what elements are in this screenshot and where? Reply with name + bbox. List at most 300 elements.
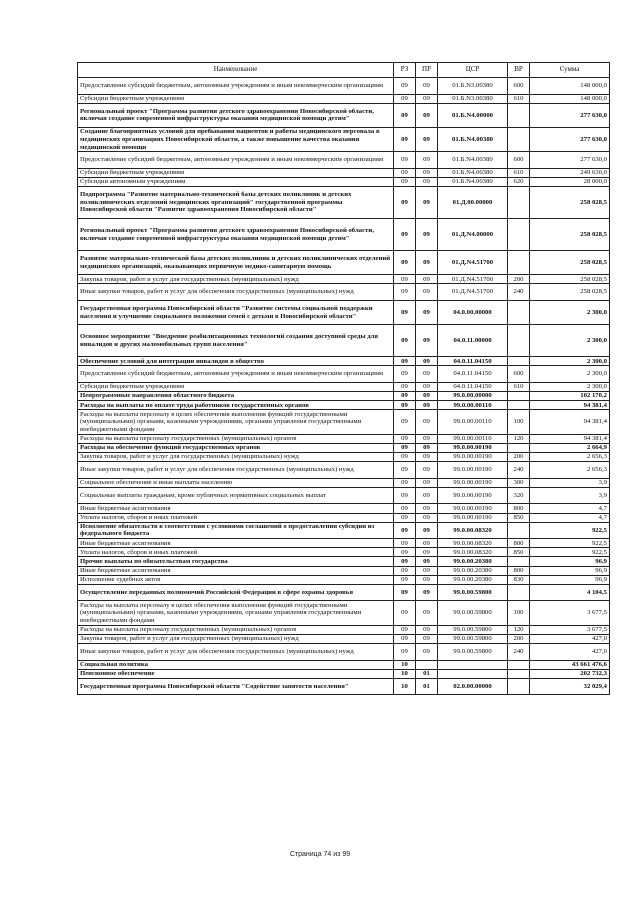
cell-name: Субсидии автономным учреждениям xyxy=(78,178,394,187)
table-header-row xyxy=(78,63,610,78)
header-sum: Сумма xyxy=(530,63,610,78)
cell-name: Расходы на выплаты по оплате труда работников государственных органов xyxy=(78,401,394,410)
cell-csr: 01.Б.N4.00380 xyxy=(438,152,508,169)
cell-pr xyxy=(416,660,438,669)
table-row xyxy=(78,401,610,410)
cell-rz: 09 xyxy=(394,251,416,275)
cell-pr: 09 xyxy=(416,504,438,513)
table-row xyxy=(78,660,610,669)
cell-csr: 02.0.00.00000 xyxy=(438,678,508,695)
cell-sum: 94 381,4 xyxy=(530,410,610,434)
cell-vr xyxy=(508,219,530,251)
table-row xyxy=(78,669,610,678)
table-row xyxy=(78,461,610,478)
cell-sum: 277 630,0 xyxy=(530,103,610,127)
cell-rz: 09 xyxy=(394,487,416,504)
cell-vr: 240 xyxy=(508,284,530,301)
cell-sum: 148 000,0 xyxy=(530,94,610,103)
cell-rz: 09 xyxy=(394,187,416,219)
cell-name: Закупка товаров, работ и услуг для государственных (муниципальных) нужд xyxy=(78,452,394,461)
cell-sum: 427,0 xyxy=(530,634,610,643)
cell-vr: 610 xyxy=(508,169,530,178)
cell-name: Непрограммные направления областного бюджета xyxy=(78,392,394,401)
cell-csr: 01.Б.N4.00380 xyxy=(438,178,508,187)
cell-vr: 300 xyxy=(508,478,530,487)
cell-csr: 01.Б.N3.00380 xyxy=(438,78,508,95)
cell-sum: 32 029,4 xyxy=(530,678,610,695)
cell-rz: 09 xyxy=(394,103,416,127)
cell-name: Региональный проект "Программа развития детского здравоохранения Новосибирской области, включая создание современной инфраструктуры оказания медицинской помощи детям" xyxy=(78,219,394,251)
cell-name: Подпрограмма "Развитие материально-технической базы детских поликлиник и детских поликлинических отделений медицинских организаций" государственной программы Новосибирской области "Развитие здравоохранения Новосибирской области" xyxy=(78,187,394,219)
cell-rz: 09 xyxy=(394,169,416,178)
cell-pr: 09 xyxy=(416,357,438,366)
budget-table xyxy=(77,62,610,695)
cell-vr: 100 xyxy=(508,410,530,434)
page-number: Страница 74 из 99 xyxy=(289,851,351,858)
cell-pr: 09 xyxy=(416,284,438,301)
cell-csr: 01.Б.N4.00380 xyxy=(438,128,508,152)
cell-name: Региональный проект "Программа развития детского здравоохранения Новосибирской области, включая создание современной инфраструктуры оказания медицинской помощи детям" xyxy=(78,103,394,127)
cell-name: Создание благоприятных условий для пребывания пациентов и работы медицинского персонала в медицинских организациях Новосибирской области, а также повышение качества оказания медицинской помощи xyxy=(78,128,394,152)
cell-sum: 2 300,0 xyxy=(530,383,610,392)
cell-vr xyxy=(508,443,530,452)
table-row xyxy=(78,575,610,584)
cell-sum: 258 028,5 xyxy=(530,187,610,219)
cell-rz: 09 xyxy=(394,383,416,392)
header-vr: ВР xyxy=(508,63,530,78)
cell-vr: 610 xyxy=(508,94,530,103)
cell-rz: 09 xyxy=(394,392,416,401)
cell-vr: 850 xyxy=(508,548,530,557)
cell-rz: 09 xyxy=(394,152,416,169)
cell-vr: 600 xyxy=(508,78,530,95)
cell-vr xyxy=(508,128,530,152)
cell-rz: 09 xyxy=(394,643,416,660)
cell-rz: 09 xyxy=(394,557,416,566)
cell-rz: 09 xyxy=(394,301,416,325)
cell-csr: 01.Б.N4.00000 xyxy=(438,103,508,127)
cell-csr: 99.0.00.20380 xyxy=(438,575,508,584)
cell-csr: 99.0.00.00190 xyxy=(438,443,508,452)
table-row xyxy=(78,187,610,219)
cell-csr: 99.0.00.00110 xyxy=(438,434,508,443)
cell-vr: 800 xyxy=(508,566,530,575)
cell-sum: 4,7 xyxy=(530,504,610,513)
cell-rz: 09 xyxy=(394,634,416,643)
cell-name: Иные бюджетные ассигнования xyxy=(78,539,394,548)
cell-vr: 240 xyxy=(508,461,530,478)
cell-csr xyxy=(438,660,508,669)
cell-sum: 2 300,0 xyxy=(530,366,610,383)
cell-vr xyxy=(508,103,530,127)
cell-pr: 09 xyxy=(416,187,438,219)
cell-pr: 09 xyxy=(416,383,438,392)
cell-vr: 610 xyxy=(508,383,530,392)
cell-csr: 99.0.00.00110 xyxy=(438,410,508,434)
cell-name: Иные бюджетные ассигнования xyxy=(78,504,394,513)
cell-name: Развитие материально-технической базы детских поликлиник и детских поликлинических отделений медицинских организаций, оказывающих первичную медико-санитарную помощь xyxy=(78,251,394,275)
cell-rz: 09 xyxy=(394,357,416,366)
cell-csr: 99.0.00.59800 xyxy=(438,584,508,601)
cell-csr: 04.0.11.04150 xyxy=(438,383,508,392)
table-row xyxy=(78,366,610,383)
cell-csr: 99.0.00.08320 xyxy=(438,522,508,539)
cell-pr: 09 xyxy=(416,452,438,461)
cell-pr: 09 xyxy=(416,366,438,383)
cell-pr: 09 xyxy=(416,548,438,557)
cell-name: Обеспечение условий для интеграции инвалидов в общество xyxy=(78,357,394,366)
cell-rz: 09 xyxy=(394,410,416,434)
cell-sum: 922,5 xyxy=(530,522,610,539)
cell-pr: 09 xyxy=(416,401,438,410)
cell-sum: 102 170,2 xyxy=(530,392,610,401)
cell-sum: 3,9 xyxy=(530,487,610,504)
cell-rz: 09 xyxy=(394,478,416,487)
cell-pr: 09 xyxy=(416,103,438,127)
cell-csr: 99.0.00.00190 xyxy=(438,452,508,461)
header-name: Наименование xyxy=(78,63,394,78)
cell-vr: 100 xyxy=(508,601,530,625)
header-csr: ЦСР xyxy=(438,63,508,78)
cell-sum: 2 656,3 xyxy=(530,452,610,461)
cell-rz: 09 xyxy=(394,325,416,357)
cell-pr: 09 xyxy=(416,443,438,452)
cell-vr: 620 xyxy=(508,178,530,187)
cell-name: Расходы на выплаты персоналу государственных (муниципальных) органов xyxy=(78,434,394,443)
cell-pr: 09 xyxy=(416,625,438,634)
table-row xyxy=(78,601,610,625)
table-row xyxy=(78,94,610,103)
cell-rz: 09 xyxy=(394,452,416,461)
cell-name: Уплата налогов, сборов и иных платежей xyxy=(78,548,394,557)
cell-name: Расходы на выплаты персоналу в целях обеспечения выполнения функций государственными (муниципальными) органами, казенными учреждениями, органами управления государственными внебюджетными фондами xyxy=(78,601,394,625)
cell-vr xyxy=(508,325,530,357)
cell-vr xyxy=(508,669,530,678)
cell-rz: 09 xyxy=(394,601,416,625)
cell-name: Закупка товаров, работ и услуг для государственных (муниципальных) нужд xyxy=(78,275,394,284)
table-body xyxy=(78,78,610,695)
table-row xyxy=(78,152,610,169)
cell-csr: 99.0.00.20380 xyxy=(438,566,508,575)
cell-pr: 09 xyxy=(416,643,438,660)
cell-name: Иные закупки товаров, работ и услуг для обеспечения государственных (муниципальных) нужд xyxy=(78,461,394,478)
table-row xyxy=(78,169,610,178)
cell-name: Закупка товаров, работ и услуг для государственных (муниципальных) нужд xyxy=(78,634,394,643)
cell-pr: 09 xyxy=(416,219,438,251)
cell-csr: 01.Б.N3.00380 xyxy=(438,94,508,103)
cell-rz: 09 xyxy=(394,584,416,601)
table-row xyxy=(78,78,610,95)
cell-sum: 2 300,0 xyxy=(530,325,610,357)
cell-csr: 01.Д.00.00000 xyxy=(438,187,508,219)
cell-csr: 99.0.00.00190 xyxy=(438,504,508,513)
cell-name: Пенсионное обеспечение xyxy=(78,669,394,678)
cell-rz: 09 xyxy=(394,575,416,584)
cell-sum: 3 677,5 xyxy=(530,625,610,634)
cell-csr: 04.0.11.00000 xyxy=(438,325,508,357)
cell-sum: 148 000,0 xyxy=(530,78,610,95)
cell-vr: 240 xyxy=(508,643,530,660)
header-pr: ПР xyxy=(416,63,438,78)
cell-rz: 09 xyxy=(394,522,416,539)
table-row xyxy=(78,357,610,366)
cell-sum: 258 028,5 xyxy=(530,284,610,301)
cell-sum: 922,5 xyxy=(530,539,610,548)
cell-sum: 3 677,5 xyxy=(530,601,610,625)
cell-pr: 09 xyxy=(416,251,438,275)
cell-sum: 277 630,0 xyxy=(530,152,610,169)
cell-vr xyxy=(508,357,530,366)
cell-name: Субсидии бюджетным учреждениям xyxy=(78,383,394,392)
cell-name: Предоставление субсидий бюджетным, автономным учреждениям и иным некоммерческим организациям xyxy=(78,366,394,383)
cell-pr: 09 xyxy=(416,275,438,284)
cell-sum: 94 381,4 xyxy=(530,401,610,410)
cell-name: Иные закупки товаров, работ и услуг для обеспечения государственных (муниципальных) нужд xyxy=(78,643,394,660)
cell-csr: 99.0.00.00190 xyxy=(438,478,508,487)
table-row xyxy=(78,443,610,452)
table-row xyxy=(78,284,610,301)
table-row xyxy=(78,678,610,695)
cell-csr: 99.0.00.08320 xyxy=(438,539,508,548)
cell-rz: 09 xyxy=(394,128,416,152)
table-row xyxy=(78,452,610,461)
cell-rz: 09 xyxy=(394,434,416,443)
cell-rz: 09 xyxy=(394,548,416,557)
cell-rz: 09 xyxy=(394,275,416,284)
table-row xyxy=(78,539,610,548)
table-row xyxy=(78,301,610,325)
cell-name: Социальные выплаты гражданам, кроме публичных нормативных социальных выплат xyxy=(78,487,394,504)
cell-sum: 258 028,5 xyxy=(530,219,610,251)
table-row xyxy=(78,584,610,601)
cell-vr: 600 xyxy=(508,152,530,169)
cell-vr: 200 xyxy=(508,275,530,284)
cell-rz: 10 xyxy=(394,669,416,678)
cell-rz: 09 xyxy=(394,461,416,478)
cell-pr: 09 xyxy=(416,539,438,548)
table-row xyxy=(78,548,610,557)
cell-csr: 01.Б.N4.00380 xyxy=(438,169,508,178)
table-row xyxy=(78,566,610,575)
cell-vr: 200 xyxy=(508,452,530,461)
cell-rz: 09 xyxy=(394,219,416,251)
cell-pr: 09 xyxy=(416,601,438,625)
cell-rz: 09 xyxy=(394,625,416,634)
cell-sum: 3,9 xyxy=(530,478,610,487)
cell-csr: 99.0.00.59800 xyxy=(438,601,508,625)
cell-sum: 43 661 476,6 xyxy=(530,660,610,669)
cell-csr: 99.0.00.20380 xyxy=(438,557,508,566)
table-row xyxy=(78,634,610,643)
table-row xyxy=(78,410,610,434)
table-row xyxy=(78,522,610,539)
cell-vr xyxy=(508,584,530,601)
cell-csr: 04.0.00.00000 xyxy=(438,301,508,325)
cell-rz: 09 xyxy=(394,539,416,548)
table-row xyxy=(78,275,610,284)
cell-csr: 99.0.00.59800 xyxy=(438,634,508,643)
cell-name: Предоставление субсидий бюджетным, автономным учреждениям и иным некоммерческим организациям xyxy=(78,152,394,169)
cell-csr: 99.0.00.00110 xyxy=(438,401,508,410)
cell-name: Исполнение обязательств в соответствии с условиями соглашений о предоставлении субсидии из федерального бюджета xyxy=(78,522,394,539)
cell-sum: 4 104,5 xyxy=(530,584,610,601)
cell-sum: 2 300,0 xyxy=(530,357,610,366)
cell-csr: 99.0.00.59800 xyxy=(438,625,508,634)
table-row xyxy=(78,434,610,443)
cell-csr: 99.0.00.08320 xyxy=(438,548,508,557)
cell-csr: 04.0.11.04150 xyxy=(438,357,508,366)
cell-vr xyxy=(508,678,530,695)
cell-sum: 96,9 xyxy=(530,566,610,575)
table-row xyxy=(78,513,610,522)
cell-rz: 09 xyxy=(394,566,416,575)
cell-sum: 249 630,0 xyxy=(530,169,610,178)
cell-rz: 09 xyxy=(394,178,416,187)
cell-sum: 277 630,0 xyxy=(530,128,610,152)
cell-name: Государственная программа Новосибирской области "Содействие занятости населения" xyxy=(78,678,394,695)
cell-csr: 99.0.00.00000 xyxy=(438,392,508,401)
cell-name: Осуществление переданных полномочий Российской Федерации в сфере охраны здоровья xyxy=(78,584,394,601)
cell-csr: 99.0.00.00190 xyxy=(438,461,508,478)
table-row xyxy=(78,392,610,401)
table-row xyxy=(78,178,610,187)
cell-sum: 2 300,0 xyxy=(530,301,610,325)
cell-vr xyxy=(508,301,530,325)
cell-sum: 28 000,0 xyxy=(530,178,610,187)
cell-vr xyxy=(508,522,530,539)
cell-name: Прочие выплаты по обязательствам государства xyxy=(78,557,394,566)
cell-rz: 09 xyxy=(394,366,416,383)
cell-pr: 09 xyxy=(416,575,438,584)
cell-name: Социальное обеспечение и иные выплаты населению xyxy=(78,478,394,487)
cell-sum: 4,7 xyxy=(530,513,610,522)
cell-rz: 09 xyxy=(394,504,416,513)
cell-rz: 09 xyxy=(394,284,416,301)
cell-vr xyxy=(508,187,530,219)
table-row xyxy=(78,383,610,392)
cell-pr: 09 xyxy=(416,557,438,566)
cell-rz: 09 xyxy=(394,94,416,103)
cell-pr: 09 xyxy=(416,78,438,95)
cell-vr xyxy=(508,251,530,275)
cell-pr: 09 xyxy=(416,301,438,325)
cell-pr: 09 xyxy=(416,178,438,187)
cell-csr: 99.0.00.00190 xyxy=(438,487,508,504)
cell-vr: 850 xyxy=(508,513,530,522)
cell-pr: 09 xyxy=(416,478,438,487)
cell-pr: 09 xyxy=(416,325,438,357)
cell-rz: 09 xyxy=(394,401,416,410)
cell-csr: 99.0.00.59800 xyxy=(438,643,508,660)
cell-sum: 202 732,3 xyxy=(530,669,610,678)
cell-pr: 09 xyxy=(416,169,438,178)
cell-name: Основное мероприятие "Внедрение реабилитационных технологий создания доступной среды для инвалидов и других маломобильных групп населения" xyxy=(78,325,394,357)
table-row xyxy=(78,325,610,357)
cell-name: Исполнение судебных актов xyxy=(78,575,394,584)
cell-pr: 09 xyxy=(416,392,438,401)
cell-vr: 800 xyxy=(508,539,530,548)
cell-vr: 200 xyxy=(508,634,530,643)
cell-rz: 09 xyxy=(394,513,416,522)
header-rz: РЗ xyxy=(394,63,416,78)
cell-vr xyxy=(508,557,530,566)
cell-vr: 600 xyxy=(508,366,530,383)
table-row xyxy=(78,557,610,566)
cell-name: Предоставление субсидий бюджетным, автономным учреждениям и иным некоммерческим организациям xyxy=(78,78,394,95)
cell-pr: 09 xyxy=(416,128,438,152)
cell-csr: 01.Д.N4.51700 xyxy=(438,284,508,301)
cell-sum: 2 664,9 xyxy=(530,443,610,452)
table-row xyxy=(78,643,610,660)
cell-pr: 09 xyxy=(416,513,438,522)
cell-sum: 96,9 xyxy=(530,575,610,584)
table-row xyxy=(78,103,610,127)
cell-sum: 94 381,4 xyxy=(530,434,610,443)
cell-rz: 10 xyxy=(394,660,416,669)
cell-name: Уплата налогов, сборов и иных платежей xyxy=(78,513,394,522)
cell-pr: 09 xyxy=(416,461,438,478)
cell-name: Расходы на обеспечение функций государственных органов xyxy=(78,443,394,452)
table-row xyxy=(78,251,610,275)
cell-rz: 09 xyxy=(394,78,416,95)
cell-sum: 427,0 xyxy=(530,643,610,660)
table-row xyxy=(78,219,610,251)
cell-csr: 99.0.00.00190 xyxy=(438,513,508,522)
cell-vr xyxy=(508,392,530,401)
cell-vr xyxy=(508,401,530,410)
cell-name: Социальная политика xyxy=(78,660,394,669)
cell-vr xyxy=(508,660,530,669)
table-row xyxy=(78,625,610,634)
cell-name: Субсидии бюджетным учреждениям xyxy=(78,169,394,178)
cell-vr: 320 xyxy=(508,487,530,504)
cell-pr: 09 xyxy=(416,94,438,103)
table-row xyxy=(78,487,610,504)
cell-csr xyxy=(438,669,508,678)
cell-pr: 09 xyxy=(416,434,438,443)
cell-pr: 01 xyxy=(416,669,438,678)
cell-name: Иные бюджетные ассигнования xyxy=(78,566,394,575)
cell-sum: 96,9 xyxy=(530,557,610,566)
cell-name: Расходы на выплаты персоналу в целях обеспечения выполнения функций государственными (муниципальными) органами, казенными учреждениями, органами управления государственными внебюджетными фондами xyxy=(78,410,394,434)
cell-vr: 120 xyxy=(508,434,530,443)
cell-pr: 01 xyxy=(416,678,438,695)
cell-name: Иные закупки товаров, работ и услуг для обеспечения государственных (муниципальных) нужд xyxy=(78,284,394,301)
cell-name: Расходы на выплаты персоналу государственных (муниципальных) органов xyxy=(78,625,394,634)
table-row xyxy=(78,478,610,487)
cell-name: Государственная программа Новосибирской области "Развитие системы социальной поддержки населения и улучшение социального положения семей с детьми в Новосибирской области" xyxy=(78,301,394,325)
cell-sum: 258 028,5 xyxy=(530,251,610,275)
table-row xyxy=(78,128,610,152)
cell-vr: 830 xyxy=(508,575,530,584)
cell-pr: 09 xyxy=(416,584,438,601)
cell-rz: 10 xyxy=(394,678,416,695)
cell-pr: 09 xyxy=(416,487,438,504)
cell-vr: 800 xyxy=(508,504,530,513)
cell-pr: 09 xyxy=(416,152,438,169)
cell-pr: 09 xyxy=(416,410,438,434)
cell-csr: 01.Д.N4.51700 xyxy=(438,275,508,284)
cell-csr: 01.Д.N4.00000 xyxy=(438,219,508,251)
cell-pr: 09 xyxy=(416,566,438,575)
cell-name: Субсидии бюджетным учреждениям xyxy=(78,94,394,103)
cell-vr: 120 xyxy=(508,625,530,634)
cell-sum: 922,5 xyxy=(530,548,610,557)
cell-sum: 258 028,5 xyxy=(530,275,610,284)
cell-csr: 04.0.11.04150 xyxy=(438,366,508,383)
cell-csr: 01.Д.N4.51700 xyxy=(438,251,508,275)
cell-pr: 09 xyxy=(416,522,438,539)
